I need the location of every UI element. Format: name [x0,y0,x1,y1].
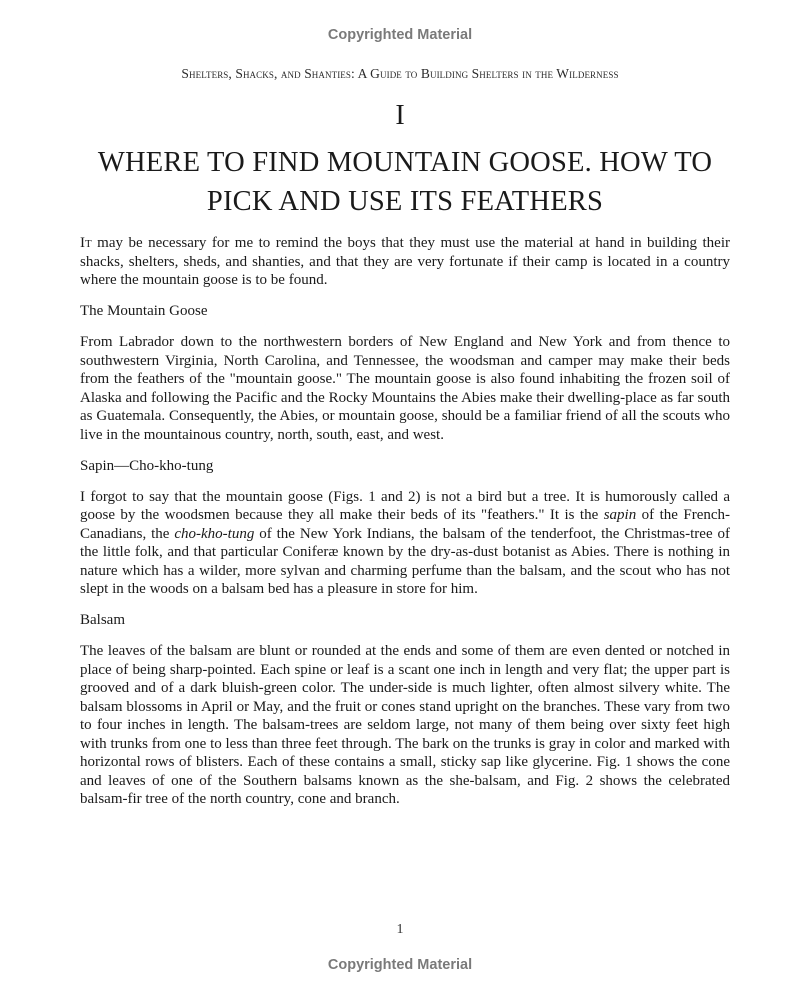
drop-word: It [80,235,92,251]
emphasis-sapin: sapin [603,507,637,523]
page-number: 1 [396,922,404,937]
copyright-watermark-bottom: Copyrighted Material [327,957,473,973]
paragraph-balsam: The leaves of the balsam are blunt or rounded at the ends and some of them are even dented or notched in place of being sharp-pointed. Each spine or leaf is a scant one inch in length and very flat; the upper part is grooved and of a dark bluish-green color. The under-side is much lighter, often almost silvery white. The balsam blossoms in April or May, and the fruit or cones stand upright on the branches. These vary from two to four inches in length. The balsam-trees are seldom large, not many of them being over sixty feet high with trunks from one to less than three feet through. The bark on the trunks is gray in color and marked with horizontal rows of blisters. Each of these contains a small, sticky sap like glycerine. Fig. 1 shows the cone and leaves of one of the Southern balsams known as the she-balsam, and Fig. 2 shows the celebrated balsam-fir tree of the north country, cone and branch. [80,643,730,807]
paragraph-intro [80,234,730,290]
subheading-balsam: Balsam [80,612,125,628]
paragraph-mountain-goose: From Labrador down to the northwestern borders of New England and New York and from thence to southwestern Virginia, North Carolina, and Tennessee, the woodsman and camper may make their beds from the feathers of the "mountain goose." The mountain goose is also found inhabiting the frozen soil of Alaska and following the Pacific and the Rocky Mountains the Abies make their dwelling-place as far south as Guatemala. Consequently, the Abies, or mountain goose, should be a familiar friend of all the scouts who live in the mountainous country, north, south, east, and west. [80,334,730,443]
subheading-mountain-goose: The Mountain Goose [80,303,208,319]
body-text [80,234,730,821]
subheading-sapin: Sapin—Cho-kho-tung [80,457,214,474]
chapter-title: WHERE TO FIND MOUNTAIN GOOSE. HOW TO PICK AND USE ITS FEATHERS [97,147,713,217]
paragraph-sapin-part-c: of the New York Indians, the balsam of the tenderfoot, the Christmas-tree of the little folk, and that particular Coniferæ known by the dry-as-dust botanist as Abies. There is nothing in nature which has a wilder, more sylvan and charming perfume than the balsam, and the scout who has not slept in the woods on a balsam bed has a pleasure in store for him. [80,525,730,597]
emphasis-cho-kho-tung: cho-kho-tung [174,525,255,542]
paragraph-sapin-part-a: I forgot to say that the mountain goose (Figs. 1 and 2) is not a bird but a tree. It is humorously called a goose by the woodsmen because they all make their beds of its "feathers." It is the [80,488,730,523]
copyright-watermark-top: Copyrighted Material [327,27,473,43]
chapter-number: I [395,100,405,131]
running-head: Shelters, Shacks, and Shanties: A Guide to Building Shelters in the Wilderness [181,66,619,81]
paragraph-intro-text: may be necessary for me to remind the boys that they must use the material at hand in building their shacks, shelters, sheds, and shanties, and that they are very fortunate if their camp is located in a country where the mountain goose is to be found. [80,235,730,288]
paragraph-sapin-part-b: of the French-Canadians, the [80,507,730,542]
paragraph-sapin [80,488,730,599]
